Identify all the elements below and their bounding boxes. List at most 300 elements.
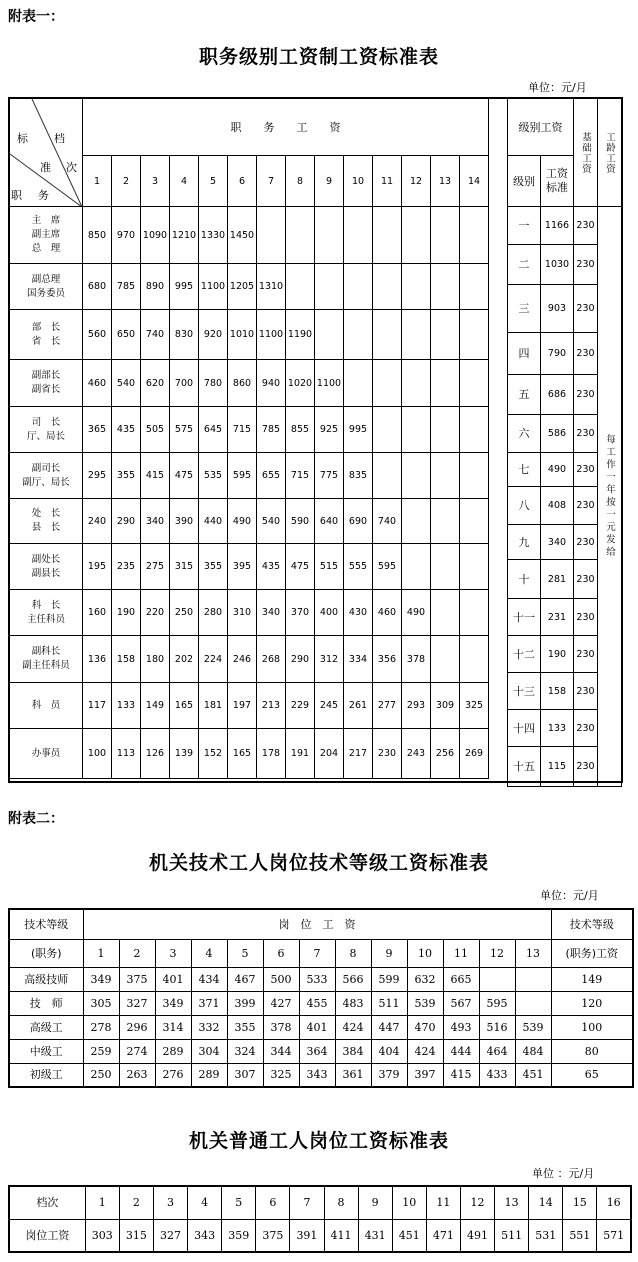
- salary-cell: [286, 207, 315, 264]
- salary-cell: 390: [170, 499, 199, 544]
- salary-cell: 566: [335, 967, 371, 991]
- corner-bottom-right: 务: [38, 189, 49, 202]
- salary-cell: 434: [191, 967, 227, 991]
- salary-cell: 370: [286, 590, 315, 636]
- salary-cell: 309: [431, 683, 460, 729]
- salary-cell: [431, 360, 460, 407]
- salary-cell: 343: [299, 1063, 335, 1087]
- grade-base: 230: [574, 560, 598, 599]
- salary-cell: 401: [299, 1015, 335, 1039]
- salary-cell: 213: [257, 683, 286, 729]
- grade-standard: 490: [541, 453, 574, 487]
- salary-cell: 113: [112, 729, 141, 779]
- grade-pay-header-top: 技术等级: [551, 909, 633, 939]
- table-row: [10, 360, 489, 407]
- salary-cell: 314: [155, 1015, 191, 1039]
- position-name-line: 副厅、局长: [22, 476, 70, 488]
- salary-cell: 575: [170, 407, 199, 453]
- salary-cell: 427: [263, 991, 299, 1015]
- salary-cell: [373, 407, 402, 453]
- salary-cell: 539: [515, 1015, 551, 1039]
- grade-standard: 190: [541, 636, 574, 673]
- salary-cell: 391: [290, 1219, 324, 1252]
- position-name-line: 县 长: [31, 522, 61, 533]
- salary-cell: 158: [112, 636, 141, 683]
- salary-cell: [373, 453, 402, 499]
- grade-pay: 65: [551, 1063, 633, 1087]
- salary-cell: 1210: [170, 207, 199, 264]
- salary-cell: 165: [170, 683, 199, 729]
- salary-cell: 455: [299, 991, 335, 1015]
- salary-cell: 1205: [228, 264, 257, 310]
- salary-cell: 325: [460, 683, 489, 729]
- salary-cell: 365: [83, 407, 112, 453]
- salary-cell: 204: [315, 729, 344, 779]
- salary-cell: 775: [315, 453, 344, 499]
- step-header: 11: [443, 939, 479, 967]
- salary-cell: 493: [443, 1015, 479, 1039]
- grade-base: 230: [574, 636, 598, 673]
- salary-cell: 1100: [199, 264, 228, 310]
- worker-grade: 中级工: [9, 1039, 83, 1063]
- salary-cell: 415: [443, 1063, 479, 1087]
- salary-cell: 274: [119, 1039, 155, 1063]
- position-name-line: 副省长: [31, 384, 61, 395]
- salary-cell: [286, 264, 315, 310]
- position-name-line: 副科长: [31, 646, 61, 657]
- steps-row: [9, 1186, 631, 1219]
- salary-cell: 483: [335, 991, 371, 1015]
- salary-cell: 855: [286, 407, 315, 453]
- salary-cell: [373, 264, 402, 310]
- appendix3-unit: 单位 ：元/月: [532, 1167, 595, 1180]
- salary-cell: 378: [402, 636, 431, 683]
- step-header: 5: [222, 1186, 256, 1219]
- duty-header: (职务): [9, 939, 83, 967]
- salary-cell: 890: [141, 264, 170, 310]
- step-header: 2: [112, 156, 141, 207]
- salary-cell: 690: [344, 499, 373, 544]
- salary-cell: [431, 310, 460, 360]
- salary-cell: 190: [112, 590, 141, 636]
- salary-cell: 1010: [228, 310, 257, 360]
- steps-row: [9, 939, 633, 967]
- salary-cell: 490: [402, 590, 431, 636]
- salary-cell: 152: [199, 729, 228, 779]
- grade-base: 230: [574, 710, 598, 747]
- salary-cell: [431, 453, 460, 499]
- grade-base: 230: [574, 747, 598, 787]
- salary-cell: [431, 544, 460, 590]
- salary-cell: 295: [83, 453, 112, 499]
- position-name: [10, 636, 83, 683]
- salary-cell: 1100: [315, 360, 344, 407]
- position-name-line: 副总理: [31, 273, 61, 285]
- salary-cell: 280: [199, 590, 228, 636]
- grade-base: 230: [574, 453, 598, 487]
- position-name: [10, 407, 83, 453]
- table-row: [9, 991, 633, 1015]
- base-salary-header: 基础工资: [574, 99, 598, 207]
- salary-cell: 220: [141, 590, 170, 636]
- step-header: 16: [597, 1186, 631, 1219]
- position-name-line: 副县长: [31, 567, 61, 579]
- step-header: 11: [373, 156, 402, 207]
- salary-cell: 740: [373, 499, 402, 544]
- grade-level: 十五: [508, 747, 541, 787]
- salary-cell: 245: [315, 683, 344, 729]
- salary-cell: [315, 264, 344, 310]
- grade-level: 八: [508, 487, 541, 525]
- salary-cell: 126: [141, 729, 170, 779]
- step-header: 5: [227, 939, 263, 967]
- corner-cell: [10, 99, 83, 207]
- salary-cell: [402, 544, 431, 590]
- salary-cell: 399: [227, 991, 263, 1015]
- corner-mid-right: 次: [66, 161, 77, 174]
- salary-cell: 178: [257, 729, 286, 779]
- grade-standard: 586: [541, 415, 574, 453]
- position-name: [10, 544, 83, 590]
- grade-pay: 120: [551, 991, 633, 1015]
- salary-cell: 484: [515, 1039, 551, 1063]
- salary-cell: 551: [563, 1219, 597, 1252]
- salary-cell: 139: [170, 729, 199, 779]
- salary-cell: 235: [112, 544, 141, 590]
- grade-base: 230: [574, 333, 598, 375]
- salary-cell: 531: [529, 1219, 563, 1252]
- step-header: 1: [85, 1186, 119, 1219]
- salary-cell: 378: [263, 1015, 299, 1039]
- step-header: 6: [228, 156, 257, 207]
- appendix1-label: 附表一：: [8, 9, 64, 25]
- salary-cell: 307: [227, 1063, 263, 1087]
- salary-cell: 645: [199, 407, 228, 453]
- salary-cell: 511: [495, 1219, 529, 1252]
- salary-cell: [431, 264, 460, 310]
- salary-cell: 332: [191, 1015, 227, 1039]
- salary-cell: [460, 264, 489, 310]
- salary-cell: 230: [373, 729, 402, 779]
- salary-cell: [373, 360, 402, 407]
- grade-base: 230: [574, 285, 598, 333]
- step-header: 2: [119, 939, 155, 967]
- position-name-line: 办事员: [31, 747, 61, 759]
- grade-level: 三: [508, 285, 541, 333]
- salary-cell: [460, 636, 489, 683]
- salary-cell: [431, 636, 460, 683]
- salary-cell: 970: [112, 207, 141, 264]
- worker-grade: 技 师: [9, 991, 83, 1015]
- level-header: 级别: [508, 156, 541, 207]
- salary-cell: 327: [153, 1219, 187, 1252]
- level-label: 档次: [9, 1186, 85, 1219]
- salary-cell: 715: [228, 407, 257, 453]
- standard-header: 工资标准: [541, 156, 574, 207]
- salary-cell: 785: [112, 264, 141, 310]
- salary-cell: 415: [141, 453, 170, 499]
- grade-standard: 133: [541, 710, 574, 747]
- step-header: 7: [290, 1186, 324, 1219]
- salary-cell: [402, 360, 431, 407]
- salary-cell: 451: [515, 1063, 551, 1087]
- table-row: [10, 544, 489, 590]
- salary-cell: 224: [199, 636, 228, 683]
- step-header: 14: [529, 1186, 563, 1219]
- salary-cell: 467: [227, 967, 263, 991]
- salary-cell: 400: [315, 590, 344, 636]
- grade-salary-table: [507, 98, 622, 787]
- salary-cell: 447: [371, 1015, 407, 1039]
- salary-cell: 475: [170, 453, 199, 499]
- salary-cell: 312: [315, 636, 344, 683]
- step-header: 8: [324, 1186, 358, 1219]
- salary-row: [9, 1219, 631, 1252]
- salary-cell: 340: [257, 590, 286, 636]
- grade-header-row: [508, 99, 622, 156]
- salary-cell: 340: [141, 499, 170, 544]
- salary-cell: [373, 207, 402, 264]
- salary-cell: 355: [112, 453, 141, 499]
- salary-cell: 261: [344, 683, 373, 729]
- salary-cell: 334: [344, 636, 373, 683]
- salary-cell: 555: [344, 544, 373, 590]
- salary-cell: 268: [257, 636, 286, 683]
- salary-cell: 460: [83, 360, 112, 407]
- salary-cell: 571: [597, 1219, 631, 1252]
- salary-cell: 275: [141, 544, 170, 590]
- salary-cell: [515, 991, 551, 1015]
- position-name: [10, 590, 83, 636]
- salary-cell: 540: [112, 360, 141, 407]
- step-header: 3: [141, 156, 170, 207]
- grade-base: 230: [574, 673, 598, 710]
- header-row: [9, 909, 633, 939]
- salary-cell: 505: [141, 407, 170, 453]
- salary-cell: 595: [228, 453, 257, 499]
- header-position-salary: 职 务 工 资: [83, 99, 489, 156]
- salary-cell: 940: [257, 360, 286, 407]
- appendix3-title: 机关普通工人岗位工资标准表: [188, 1130, 449, 1152]
- salary-cell: 343: [188, 1219, 222, 1252]
- grade-level: 九: [508, 525, 541, 560]
- salary-cell: 263: [119, 1063, 155, 1087]
- salary-cell: 835: [344, 453, 373, 499]
- grade-level: 四: [508, 333, 541, 375]
- position-name-line: 处 长: [31, 508, 61, 519]
- position-name-line: 国务委员: [26, 287, 65, 299]
- salary-cell: 240: [83, 499, 112, 544]
- seniority-note: 每工作一年按一元发给: [598, 207, 622, 787]
- position-name-line: 副部长: [31, 370, 61, 381]
- salary-cell: 243: [402, 729, 431, 779]
- step-header: 9: [315, 156, 344, 207]
- grade-level: 五: [508, 375, 541, 415]
- salary-cell: [344, 310, 373, 360]
- salary-cell: 165: [228, 729, 257, 779]
- step-header: 7: [299, 939, 335, 967]
- salary-cell: 850: [83, 207, 112, 264]
- grade-level: 十三: [508, 673, 541, 710]
- grade-level: 一: [508, 207, 541, 245]
- header-row: [10, 99, 489, 156]
- step-header: 7: [257, 156, 286, 207]
- salary-cell: 435: [257, 544, 286, 590]
- salary-cell: 246: [228, 636, 257, 683]
- salary-cell: [344, 264, 373, 310]
- salary-cell: 303: [85, 1219, 119, 1252]
- salary-cell: 535: [199, 453, 228, 499]
- salary-cell: 655: [257, 453, 286, 499]
- position-name-line: 主任科员: [26, 613, 65, 625]
- grade-level: 六: [508, 415, 541, 453]
- salary-cell: 379: [371, 1063, 407, 1087]
- step-header: 13: [495, 1186, 529, 1219]
- grade-base: 230: [574, 599, 598, 636]
- grade-level: 十一: [508, 599, 541, 636]
- step-header: 1: [83, 156, 112, 207]
- salary-cell: 160: [83, 590, 112, 636]
- salary-cell: 511: [371, 991, 407, 1015]
- salary-cell: 440: [199, 499, 228, 544]
- table-row: [9, 1015, 633, 1039]
- salary-cell: 1100: [257, 310, 286, 360]
- step-header: 14: [460, 156, 489, 207]
- salary-cell: 259: [83, 1039, 119, 1063]
- salary-cell: 349: [155, 991, 191, 1015]
- salary-cell: 217: [344, 729, 373, 779]
- salary-cell: 540: [257, 499, 286, 544]
- salary-cell: [460, 407, 489, 453]
- position-name: [10, 360, 83, 407]
- table-row: [10, 264, 489, 310]
- salary-cell: 920: [199, 310, 228, 360]
- corner-bottom-left: 职: [11, 189, 22, 202]
- post-salary-header: 岗 位 工 资: [83, 909, 551, 939]
- salary-cell: 136: [83, 636, 112, 683]
- table-row: [10, 683, 489, 729]
- table-row: [10, 729, 489, 779]
- step-header: 8: [335, 939, 371, 967]
- step-header: 6: [256, 1186, 290, 1219]
- salary-cell: 384: [335, 1039, 371, 1063]
- salary-cell: 305: [83, 991, 119, 1015]
- salary-cell: 715: [286, 453, 315, 499]
- salary-cell: 435: [112, 407, 141, 453]
- grade-level: 二: [508, 245, 541, 285]
- position-name-line: 省 长: [31, 335, 61, 347]
- salary-cell: 830: [170, 310, 199, 360]
- salary-cell: 460: [373, 590, 402, 636]
- salary-cell: 315: [170, 544, 199, 590]
- salary-cell: 304: [191, 1039, 227, 1063]
- step-header: 11: [426, 1186, 460, 1219]
- salary-cell: [344, 207, 373, 264]
- grade-standard: 158: [541, 673, 574, 710]
- salary-cell: 595: [479, 991, 515, 1015]
- grade-pay-header-bottom: (职务)工资: [551, 939, 633, 967]
- salary-cell: [431, 207, 460, 264]
- grade-salary-header: 级别工资: [508, 99, 574, 156]
- table-row: [10, 499, 489, 544]
- salary-cell: 310: [228, 590, 257, 636]
- salary-cell: 197: [228, 683, 257, 729]
- salary-cell: 364: [299, 1039, 335, 1063]
- salary-cell: 100: [83, 729, 112, 779]
- grade-pay: 149: [551, 967, 633, 991]
- salary-cell: 516: [479, 1015, 515, 1039]
- salary-cell: 256: [431, 729, 460, 779]
- salary-cell: 371: [191, 991, 227, 1015]
- salary-cell: [460, 544, 489, 590]
- salary-cell: [460, 453, 489, 499]
- salary-cell: 202: [170, 636, 199, 683]
- salary-cell: 278: [83, 1015, 119, 1039]
- salary-cell: 397: [407, 1063, 443, 1087]
- step-header: 9: [371, 939, 407, 967]
- salary-cell: 191: [286, 729, 315, 779]
- salary-cell: 290: [286, 636, 315, 683]
- salary-cell: [315, 310, 344, 360]
- salary-cell: [315, 207, 344, 264]
- salary-cell: 293: [402, 683, 431, 729]
- salary-cell: [402, 499, 431, 544]
- salary-cell: 181: [199, 683, 228, 729]
- salary-cell: [402, 407, 431, 453]
- salary-cell: 344: [263, 1039, 299, 1063]
- salary-cell: 539: [407, 991, 443, 1015]
- salary-cell: 533: [299, 967, 335, 991]
- salary-cell: [460, 590, 489, 636]
- salary-cell: 401: [155, 967, 191, 991]
- salary-cell: 431: [358, 1219, 392, 1252]
- grade-base: 230: [574, 245, 598, 285]
- salary-cell: [431, 499, 460, 544]
- grade-pay: 80: [551, 1039, 633, 1063]
- salary-cell: 599: [371, 967, 407, 991]
- position-name-line: 副主席: [31, 229, 61, 240]
- salary-cell: 632: [407, 967, 443, 991]
- grade-level: 十二: [508, 636, 541, 673]
- salary-cell: 680: [83, 264, 112, 310]
- corner-top-left: 标: [17, 132, 28, 145]
- table-row: [9, 967, 633, 991]
- salary-cell: 356: [373, 636, 402, 683]
- step-header: 12: [460, 1186, 494, 1219]
- position-name: [10, 453, 83, 499]
- grade-pay: 100: [551, 1015, 633, 1039]
- position-name-line: 副处长: [31, 553, 61, 565]
- salary-cell: [460, 499, 489, 544]
- salary-cell: [344, 360, 373, 407]
- table-row: [9, 1039, 633, 1063]
- salary-cell: 490: [228, 499, 257, 544]
- appendix2-unit: 单位：元/月: [540, 889, 599, 902]
- salary-cell: [257, 207, 286, 264]
- appendix2-label: 附表二：: [8, 811, 64, 827]
- salary-cell: 464: [479, 1039, 515, 1063]
- salary-cell: [402, 207, 431, 264]
- salary-cell: 560: [83, 310, 112, 360]
- technical-worker-table: [8, 908, 634, 1088]
- table-row: [10, 310, 489, 360]
- step-header: 1: [83, 939, 119, 967]
- appendix1-title: 职务级别工资制工资标准表: [198, 46, 439, 68]
- salary-cell: 700: [170, 360, 199, 407]
- grade-level: 十: [508, 560, 541, 599]
- step-header: 9: [358, 1186, 392, 1219]
- salary-cell: 491: [460, 1219, 494, 1252]
